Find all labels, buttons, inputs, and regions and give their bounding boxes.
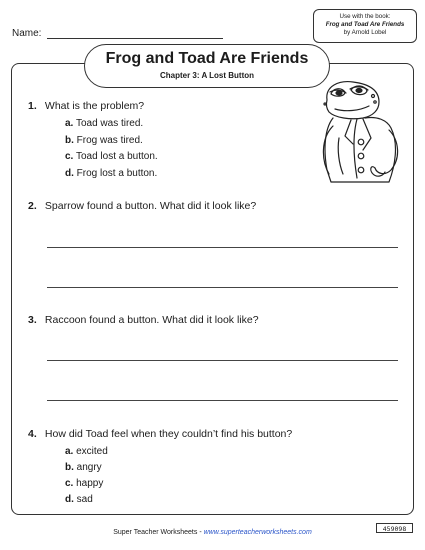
option-letter: d.: [65, 168, 74, 179]
question-text: What is the problem?: [44, 100, 145, 112]
option-letter: a.: [65, 446, 74, 457]
question-3: [28, 314, 259, 326]
toad-illustration-icon: [317, 78, 407, 186]
option-4b[interactable]: [65, 462, 102, 473]
option-text: Toad was tired.: [75, 118, 144, 129]
worksheet-code: 459098: [376, 523, 413, 533]
footer: [0, 529, 425, 536]
option-letter: a.: [65, 118, 74, 129]
question-number: 1.: [28, 100, 37, 112]
footer-url-link[interactable]: www.superteacherworksheets.com: [203, 529, 312, 536]
option-4a[interactable]: [65, 446, 108, 457]
name-field[interactable]: [47, 38, 223, 39]
option-4c[interactable]: [65, 478, 103, 489]
answer-line[interactable]: [47, 400, 398, 401]
option-1a[interactable]: [65, 118, 143, 129]
question-text: Raccoon found a button. What did it look like?: [44, 314, 259, 326]
option-text: happy: [76, 478, 104, 489]
footer-separator: -: [197, 529, 204, 536]
option-1b[interactable]: [65, 135, 143, 146]
question-4: [28, 428, 292, 440]
option-1c[interactable]: [65, 151, 158, 162]
worksheet-title: Frog and Toad Are Friends: [105, 50, 309, 67]
question-text: Sparrow found a button. What did it look like?: [44, 200, 257, 212]
option-letter: b.: [65, 135, 74, 146]
name-label: Name:: [12, 28, 42, 39]
book-info-box: [313, 9, 417, 43]
question-text: How did Toad feel when they couldn’t find his button?: [44, 428, 293, 440]
title-banner: [84, 44, 330, 88]
option-text: excited: [76, 446, 108, 457]
chapter-subtitle: Chapter 3: A Lost Button: [159, 71, 255, 80]
answer-line[interactable]: [47, 247, 398, 248]
question-number: 2.: [28, 200, 37, 212]
option-text: Frog lost a button.: [76, 168, 158, 179]
option-letter: b.: [65, 462, 74, 473]
option-letter: c.: [65, 151, 74, 162]
answer-line[interactable]: [47, 287, 398, 288]
book-intro: Use with the book:: [339, 13, 391, 20]
answer-line[interactable]: [47, 360, 398, 361]
option-text: Toad lost a button.: [75, 151, 158, 162]
option-letter: d.: [65, 494, 74, 505]
book-title: Frog and Toad Are Friends: [325, 21, 405, 28]
question-number: 3.: [28, 314, 37, 326]
book-author: by Arnold Lobel: [343, 29, 387, 36]
option-text: Frog was tired.: [76, 135, 143, 146]
option-4d[interactable]: [65, 494, 93, 505]
option-text: sad: [76, 494, 93, 505]
question-2: [28, 200, 256, 212]
question-number: 4.: [28, 428, 37, 440]
option-1d[interactable]: [65, 168, 157, 179]
footer-site-name: Super Teacher Worksheets: [113, 529, 198, 536]
option-letter: c.: [65, 478, 74, 489]
question-1: [28, 100, 144, 112]
option-text: angry: [76, 462, 102, 473]
